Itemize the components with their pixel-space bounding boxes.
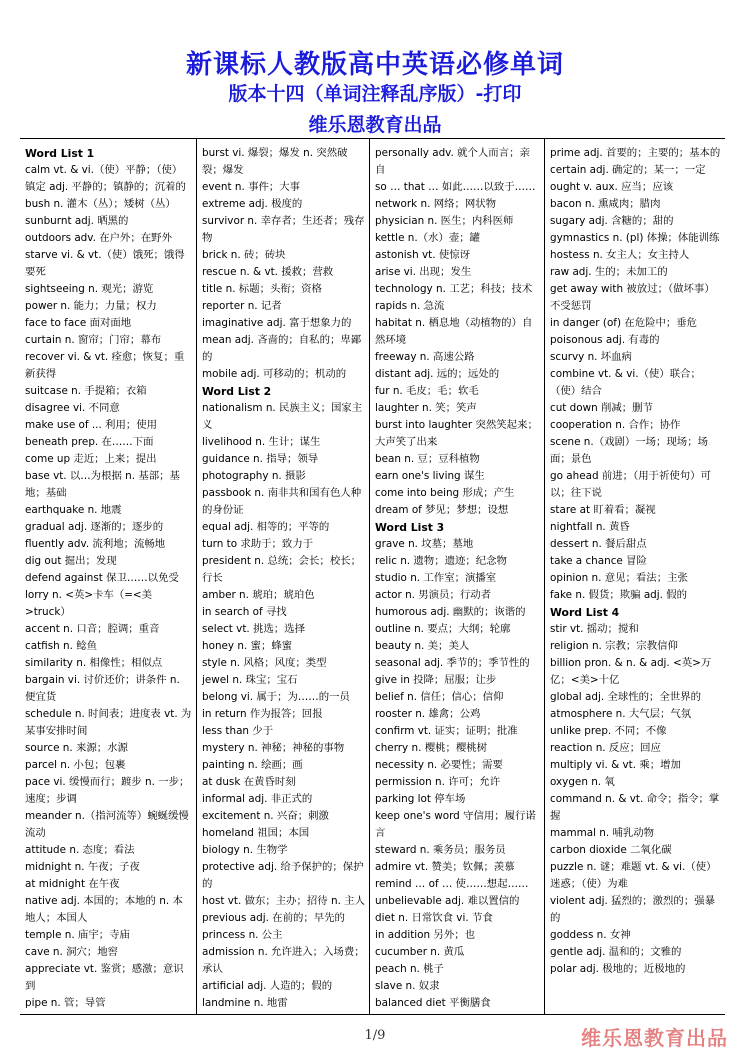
vocab-entry: catfish n. 鲶鱼 xyxy=(25,640,97,652)
word-list-heading: Word List 4 xyxy=(550,606,620,619)
vocab-entry: physician n. 医生；内科医师 xyxy=(375,215,514,227)
vocab-entry: fur n. 毛皮；毛；软毛 xyxy=(375,385,479,397)
vocab-entry: amber n. 琥珀；琥珀色 xyxy=(202,589,315,601)
vocab-entry: confirm vt. 证实；证明；批准 xyxy=(375,725,518,737)
vocab-entry: source n. 来源；水源 xyxy=(25,742,128,754)
vocab-entry: at midnight 在午夜 xyxy=(25,878,120,890)
word-list-heading: Word List 2 xyxy=(202,385,272,398)
vocab-entry: burst vi. 爆裂；爆发 n. 突然破裂；爆发 xyxy=(202,147,348,176)
vocab-entry: landmine n. 地雷 xyxy=(202,997,288,1009)
vocab-entry: multiply vi. & vt. 乘；增加 xyxy=(550,759,681,771)
vocab-entry: president n. 总统；会长；校长；行长 xyxy=(202,555,361,584)
vocab-entry: sightseeing n. 观光；游览 xyxy=(25,283,154,295)
vocab-entry: studio n. 工作室；演播室 xyxy=(375,572,497,584)
vocab-entry: protective adj. 给予保护的；保护的 xyxy=(202,861,364,890)
vocab-entry: photography n. 摄影 xyxy=(202,470,306,482)
vocab-entry: homeland 祖国；本国 xyxy=(202,827,310,839)
vocab-entry: dig out 掘出；发现 xyxy=(25,555,117,567)
document-subtitle: 版本十四（单词注释乱序版）-打印 xyxy=(228,83,522,105)
vocab-entry: go ahead 前进；（用于祈使句）可以；往下说 xyxy=(550,470,711,499)
vocab-entry: temple n. 庙宇；寺庙 xyxy=(25,929,130,941)
vocab-entry: at dusk 在黄昏时刻 xyxy=(202,776,296,788)
vocab-entry: unbelievable adj. 难以置信的 xyxy=(375,895,520,907)
vocab-entry: seasonal adj. 季节的；季节性的 xyxy=(375,657,530,669)
vocab-entry: prime adj. 首要的；主要的；基本的 xyxy=(550,147,721,159)
vocab-entry: burst into laughter 突然笑起来；大声笑了出来 xyxy=(375,419,538,448)
vocab-entry: technology n. 工艺；科技；技术 xyxy=(375,283,533,295)
vocab-entry: bargain vi. 讨价还价；讲条件 n. 便宜货 xyxy=(25,674,180,703)
word-list-heading: Word List 3 xyxy=(375,521,445,534)
vocab-entry: earn one's living 谋生 xyxy=(375,470,485,482)
vocab-entry: brick n. 砖；砖块 xyxy=(202,249,286,261)
vocab-entry: select vt. 挑选；选择 xyxy=(202,623,305,635)
vocab-entry: peach n. 桃子 xyxy=(375,963,444,975)
vocab-entry: fake n. 假货；欺骗 adj. 假的 xyxy=(550,589,688,601)
vocab-column-2 xyxy=(197,139,370,1014)
vocab-entry: less than 少于 xyxy=(202,725,274,737)
vocab-entry: get away with 被放过；（做坏事）不受惩罚 xyxy=(550,283,715,312)
vocab-entry: lorry n. <英>卡车（=<美>truck） xyxy=(25,589,153,618)
vocab-entry: beauty n. 美；美人 xyxy=(375,640,470,652)
vocab-entry: imaginative adj. 富于想象力的 xyxy=(202,317,352,329)
vocab-entry: laughter n. 笑；笑声 xyxy=(375,402,477,414)
vocab-entry: pace vi. 缓慢而行；踱步 n. 一步；速度；步调 xyxy=(25,776,190,805)
vocab-entry: stare at 盯着看；凝视 xyxy=(550,504,656,516)
vocabulary-table xyxy=(20,138,725,1015)
vocab-entry: excitement n. 兴奋；刺激 xyxy=(202,810,329,822)
vocab-entry: earthquake n. 地震 xyxy=(25,504,122,516)
vocab-entry: arise vi. 出现；发生 xyxy=(375,266,472,278)
vocab-entry: distant adj. 远的；远处的 xyxy=(375,368,500,380)
vocab-entry: bacon n. 熏咸肉；腊肉 xyxy=(550,198,661,210)
vocab-entry: diet n. 日常饮食 vi. 节食 xyxy=(375,912,493,924)
vocab-entry: remind … of … 使……想起…… xyxy=(375,878,529,890)
vocab-entry: polar adj. 极地的；近极地的 xyxy=(550,963,686,975)
vocab-entry: opinion n. 意见；看法；主张 xyxy=(550,572,688,584)
vocab-entry: scene n.（戏剧）一场；现场；场面；景色 xyxy=(550,436,708,465)
vocab-entry: astonish vt. 使惊讶 xyxy=(375,249,470,261)
vocab-entry: poisonous adj. 有毒的 xyxy=(550,334,660,346)
document-title: 新课标人教版高中英语必修单词 xyxy=(185,50,564,80)
vocab-entry: parcel n. 小包；包裹 xyxy=(25,759,126,771)
vocab-entry: reporter n. 记者 xyxy=(202,300,282,312)
vocab-entry: suitcase n. 手提箱；衣箱 xyxy=(25,385,147,397)
page-number: 1/9 xyxy=(364,1028,386,1043)
vocab-entry: actor n. 男演员；行动者 xyxy=(375,589,492,601)
vocab-entry: global adj. 全球性的；全世界的 xyxy=(550,691,701,703)
vocab-entry: mobile adj. 可移动的；机动的 xyxy=(202,368,347,380)
vocab-entry: sugary adj. 含糖的；甜的 xyxy=(550,215,674,227)
vocab-entry: belief n. 信任；信心；信仰 xyxy=(375,691,504,703)
vocab-entry: keep one's word 守信用；履行诺言 xyxy=(375,810,536,839)
vocab-entry: habitat n. 栖息地（动植物的）自然环境 xyxy=(375,317,533,346)
vocab-entry: rescue n. & vt. 援救；营救 xyxy=(202,266,334,278)
vocab-entry: command n. & vt. 命令；指令；掌握 xyxy=(550,793,720,822)
vocab-entry: cut down 削减；删节 xyxy=(550,402,653,414)
vocab-entry: come up 走近；上来；提出 xyxy=(25,453,157,465)
vocab-entry: attitude n. 态度；看法 xyxy=(25,844,135,856)
vocab-entry: mean adj. 吝啬的；自私的；卑鄙的 xyxy=(202,334,362,363)
vocab-entry: billion pron. & n. & adj. <英>万亿；<美>十亿 xyxy=(550,657,712,686)
vocab-entry: balanced diet 平衡膳食 xyxy=(375,997,491,1009)
vocab-column-1 xyxy=(20,139,197,1014)
publisher-line: 维乐恩教育出品 xyxy=(308,114,442,136)
vocab-entry: informal adj. 非正式的 xyxy=(202,793,313,805)
vocab-entry: in return 作为报答；回报 xyxy=(202,708,323,720)
vocab-entry: power n. 能力；力量；权力 xyxy=(25,300,157,312)
vocab-entry: gymnastics n. (pl) 体操；体能训练 xyxy=(550,232,720,244)
vocab-entry: stir vt. 摇动；搅和 xyxy=(550,623,639,635)
vocab-entry: carbon dioxide 二氧化碳 xyxy=(550,844,672,856)
vocab-entry: admire vt. 赞美；钦佩；羡慕 xyxy=(375,861,515,873)
vocab-entry: guidance n. 指导；领导 xyxy=(202,453,319,465)
vocab-entry: defend against 保卫……以免受 xyxy=(25,572,179,584)
vocab-entry: sunburnt adj. 晒黑的 xyxy=(25,215,129,227)
vocab-entry: cave n. 洞穴；地窖 xyxy=(25,946,119,958)
vocab-entry: outline n. 要点；大纲；轮廓 xyxy=(375,623,511,635)
vocab-entry: scurvy n. 坏血病 xyxy=(550,351,632,363)
vocab-entry: network n. 网络；网状物 xyxy=(375,198,497,210)
vocab-entry: mystery n. 神秘；神秘的事物 xyxy=(202,742,345,754)
vocab-entry: certain adj. 确定的；某一；一定 xyxy=(550,164,706,176)
vocab-entry: disagree vi. 不同意 xyxy=(25,402,120,414)
vocab-column-4 xyxy=(545,139,725,1014)
vocab-entry: raw adj. 生的；未加工的 xyxy=(550,266,668,278)
vocab-entry: dessert n. 餐后甜点 xyxy=(550,538,647,550)
vocab-entry: equal adj. 相等的；平等的 xyxy=(202,521,330,533)
vocab-entry: ought v. aux. 应当；应该 xyxy=(550,181,674,193)
vocab-entry: rooster n. 雄禽；公鸡 xyxy=(375,708,481,720)
vocab-entry: hostess n. 女主人；女主持人 xyxy=(550,249,690,261)
vocab-entry: admission n. 允许进入；入场费；承认 xyxy=(202,946,365,975)
vocab-entry: event n. 事件；大事 xyxy=(202,181,301,193)
vocab-entry: oxygen n. 氧 xyxy=(550,776,615,788)
vocab-entry: nationalism n. 民族主义；国家主义 xyxy=(202,402,363,431)
vocab-entry: bush n. 灌木（丛）；矮树（丛） xyxy=(25,198,176,210)
vocab-entry: calm vt. & vi.（使）平静；（使）镇定 adj. 平静的；镇静的；沉着的 xyxy=(25,164,186,193)
vocab-entry: steward n. 乘务员；服务员 xyxy=(375,844,506,856)
vocab-entry: survivor n. 幸存者；生还者；残存物 xyxy=(202,215,365,244)
vocab-entry: accent n. 口音；腔调；重音 xyxy=(25,623,160,635)
vocab-entry: face to face 面对面地 xyxy=(25,317,132,329)
vocab-entry: in addition 另外；也 xyxy=(375,929,475,941)
vocab-entry: atmosphere n. 大气层；气氛 xyxy=(550,708,692,720)
vocab-entry: freeway n. 高速公路 xyxy=(375,351,475,363)
vocab-entry: appreciate vt. 鉴赏；感激；意识到 xyxy=(25,963,184,992)
vocab-entry: violent adj. 猛烈的；激烈的；强暴的 xyxy=(550,895,715,924)
vocab-entry: slave n. 奴隶 xyxy=(375,980,440,992)
vocab-entry: mammal n. 哺乳动物 xyxy=(550,827,655,839)
vocab-entry: dream of 梦见；梦想；设想 xyxy=(375,504,509,516)
vocab-entry: combine vt. & vi.（使）联合；（使）结合 xyxy=(550,368,701,397)
vocab-entry: cucumber n. 黄瓜 xyxy=(375,946,465,958)
vocab-entry: honey n. 蜜；蜂蜜 xyxy=(202,640,293,652)
word-list-heading: Word List 1 xyxy=(25,147,95,160)
vocab-entry: grave n. 坟墓；墓地 xyxy=(375,538,474,550)
vocab-entry: permission n. 许可；允许 xyxy=(375,776,501,788)
vocab-entry: title n. 标题；头衔；资格 xyxy=(202,283,322,295)
vocab-entry: puzzle n. 谜；难题 vt. & vi.（使）迷惑；（使）为难 xyxy=(550,861,717,890)
vocab-entry: jewel n. 珠宝；宝石 xyxy=(202,674,298,686)
vocab-entry: pipe n. 管；导管 xyxy=(25,997,106,1009)
vocab-entry: in danger (of) 在危险中；垂危 xyxy=(550,317,698,329)
vocab-entry: religion n. 宗教；宗教信仰 xyxy=(550,640,678,652)
vocab-entry: cooperation n. 合作；协作 xyxy=(550,419,681,431)
vocab-entry: cherry n. 樱桃；樱桃树 xyxy=(375,742,488,754)
vocab-entry: outdoors adv. 在户外；在野外 xyxy=(25,232,172,244)
vocab-entry: biology n. 生物学 xyxy=(202,844,288,856)
vocab-entry: in search of 寻找 xyxy=(202,606,287,618)
vocab-column-3 xyxy=(370,139,545,1014)
vocab-entry: kettle n.（水）壶；罐 xyxy=(375,232,481,244)
vocab-entry: passbook n. 南非共和国有色人种的身份证 xyxy=(202,487,362,516)
vocab-entry: humorous adj. 幽默的；诙谐的 xyxy=(375,606,526,618)
vocab-entry: princess n. 公主 xyxy=(202,929,283,941)
vocab-entry: relic n. 遗物；遗迹；纪念物 xyxy=(375,555,507,567)
vocab-entry: extreme adj. 极度的 xyxy=(202,198,303,210)
vocab-entry: unlike prep. 不同；不像 xyxy=(550,725,667,737)
vocab-entry: starve vi. & vt.（使）饿死；饿得要死 xyxy=(25,249,185,278)
vocab-entry: schedule n. 时间表；进度表 vt. 为某事安排时间 xyxy=(25,708,192,737)
vocab-entry: take a chance 冒险 xyxy=(550,555,647,567)
vocab-entry: recover vi. & vt. 痊愈；恢复；重新获得 xyxy=(25,351,185,380)
vocab-entry: rapids n. 急流 xyxy=(375,300,445,312)
vocab-entry: midnight n. 午夜；子夜 xyxy=(25,861,140,873)
vocab-entry: make use of ... 利用；使用 xyxy=(25,419,158,431)
vocab-entry: reaction n. 反应；回应 xyxy=(550,742,661,754)
vocab-entry: native adj. 本国的；本地的 n. 本地人；本国人 xyxy=(25,895,183,924)
vocab-entry: beneath prep. 在……下面 xyxy=(25,436,154,448)
vocab-entry: turn to 求助于；致力于 xyxy=(202,538,314,550)
vocab-entry: fluently adv. 流利地；流畅地 xyxy=(25,538,166,550)
vocab-entry: personally adv. 就个人而言；亲自 xyxy=(375,147,530,176)
vocab-entry: so … that … 如此……以致于…… xyxy=(375,181,536,193)
vocab-entry: give in 投降；屈服；让步 xyxy=(375,674,497,686)
vocab-entry: goddess n. 女神 xyxy=(550,929,631,941)
vocab-entry: livelihood n. 生计；谋生 xyxy=(202,436,321,448)
vocab-entry: gentle adj. 温和的；文雅的 xyxy=(550,946,682,958)
vocab-entry: bean n. 豆；豆科植物 xyxy=(375,453,480,465)
vocab-entry: painting n. 绘画；画 xyxy=(202,759,303,771)
vocab-entry: gradual adj. 逐渐的；逐步的 xyxy=(25,521,164,533)
vocab-entry: host vt. 做东；主办；招待 n. 主人 xyxy=(202,895,365,907)
vocab-entry: belong vi. 属于；为……的一员 xyxy=(202,691,350,703)
vocab-entry: style n. 风格；风度；类型 xyxy=(202,657,327,669)
vocab-entry: parking lot 停车场 xyxy=(375,793,466,805)
vocab-entry: come into being 形成；产生 xyxy=(375,487,515,499)
vocab-entry: meander n.（指河流等）蜿蜒缓慢流动 xyxy=(25,810,189,839)
vocab-entry: necessity n. 必要性；需要 xyxy=(375,759,503,771)
watermark-logo: 维乐恩教育出品 xyxy=(581,1026,728,1050)
vocab-entry: similarity n. 相像性；相似点 xyxy=(25,657,163,669)
vocab-entry: base vt. 以…为根据 n. 基部；基地；基础 xyxy=(25,470,180,499)
vocab-entry: previous adj. 在前的；早先的 xyxy=(202,912,345,924)
vocab-entry: nightfall n. 黄昏 xyxy=(550,521,630,533)
vocab-entry: curtain n. 窗帘；门帘；幕布 xyxy=(25,334,162,346)
vocab-entry: artificial adj. 人造的；假的 xyxy=(202,980,333,992)
